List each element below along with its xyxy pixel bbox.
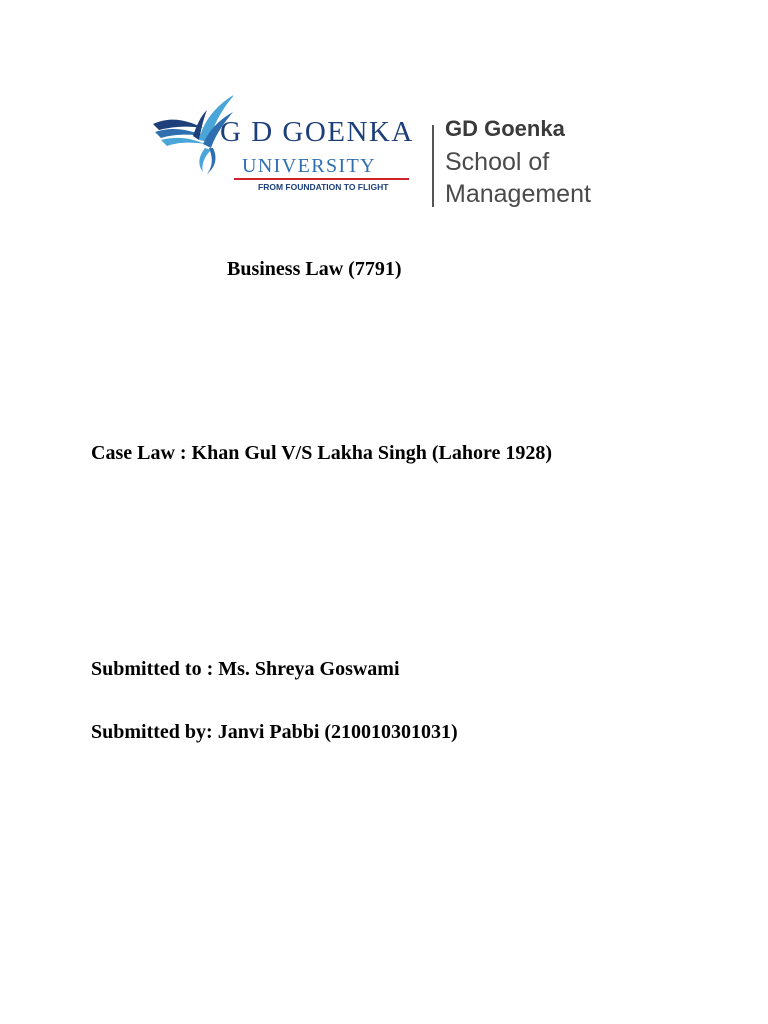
case-law-title: Case Law : Khan Gul V/S Lakha Singh (Lahore 1928) xyxy=(91,442,553,464)
course-title: Business Law (7791) xyxy=(227,258,402,280)
logo-red-rule xyxy=(234,178,409,180)
submitted-to-line: Submitted to : Ms. Shreya Goswami xyxy=(91,658,400,680)
university-name: G D GOENKA xyxy=(220,116,414,148)
school-name-line2: School of xyxy=(445,148,550,176)
university-tagline: FROM FOUNDATION TO FLIGHT xyxy=(258,182,389,192)
school-name-line1: GD Goenka xyxy=(445,116,565,141)
header-logo xyxy=(150,90,620,215)
submitted-by-line: Submitted by: Janvi Pabbi (210010301031) xyxy=(91,721,458,743)
university-subtitle: UNIVERSITY xyxy=(242,155,376,177)
logo-divider xyxy=(432,125,434,207)
school-name-line3: Management xyxy=(445,180,591,208)
